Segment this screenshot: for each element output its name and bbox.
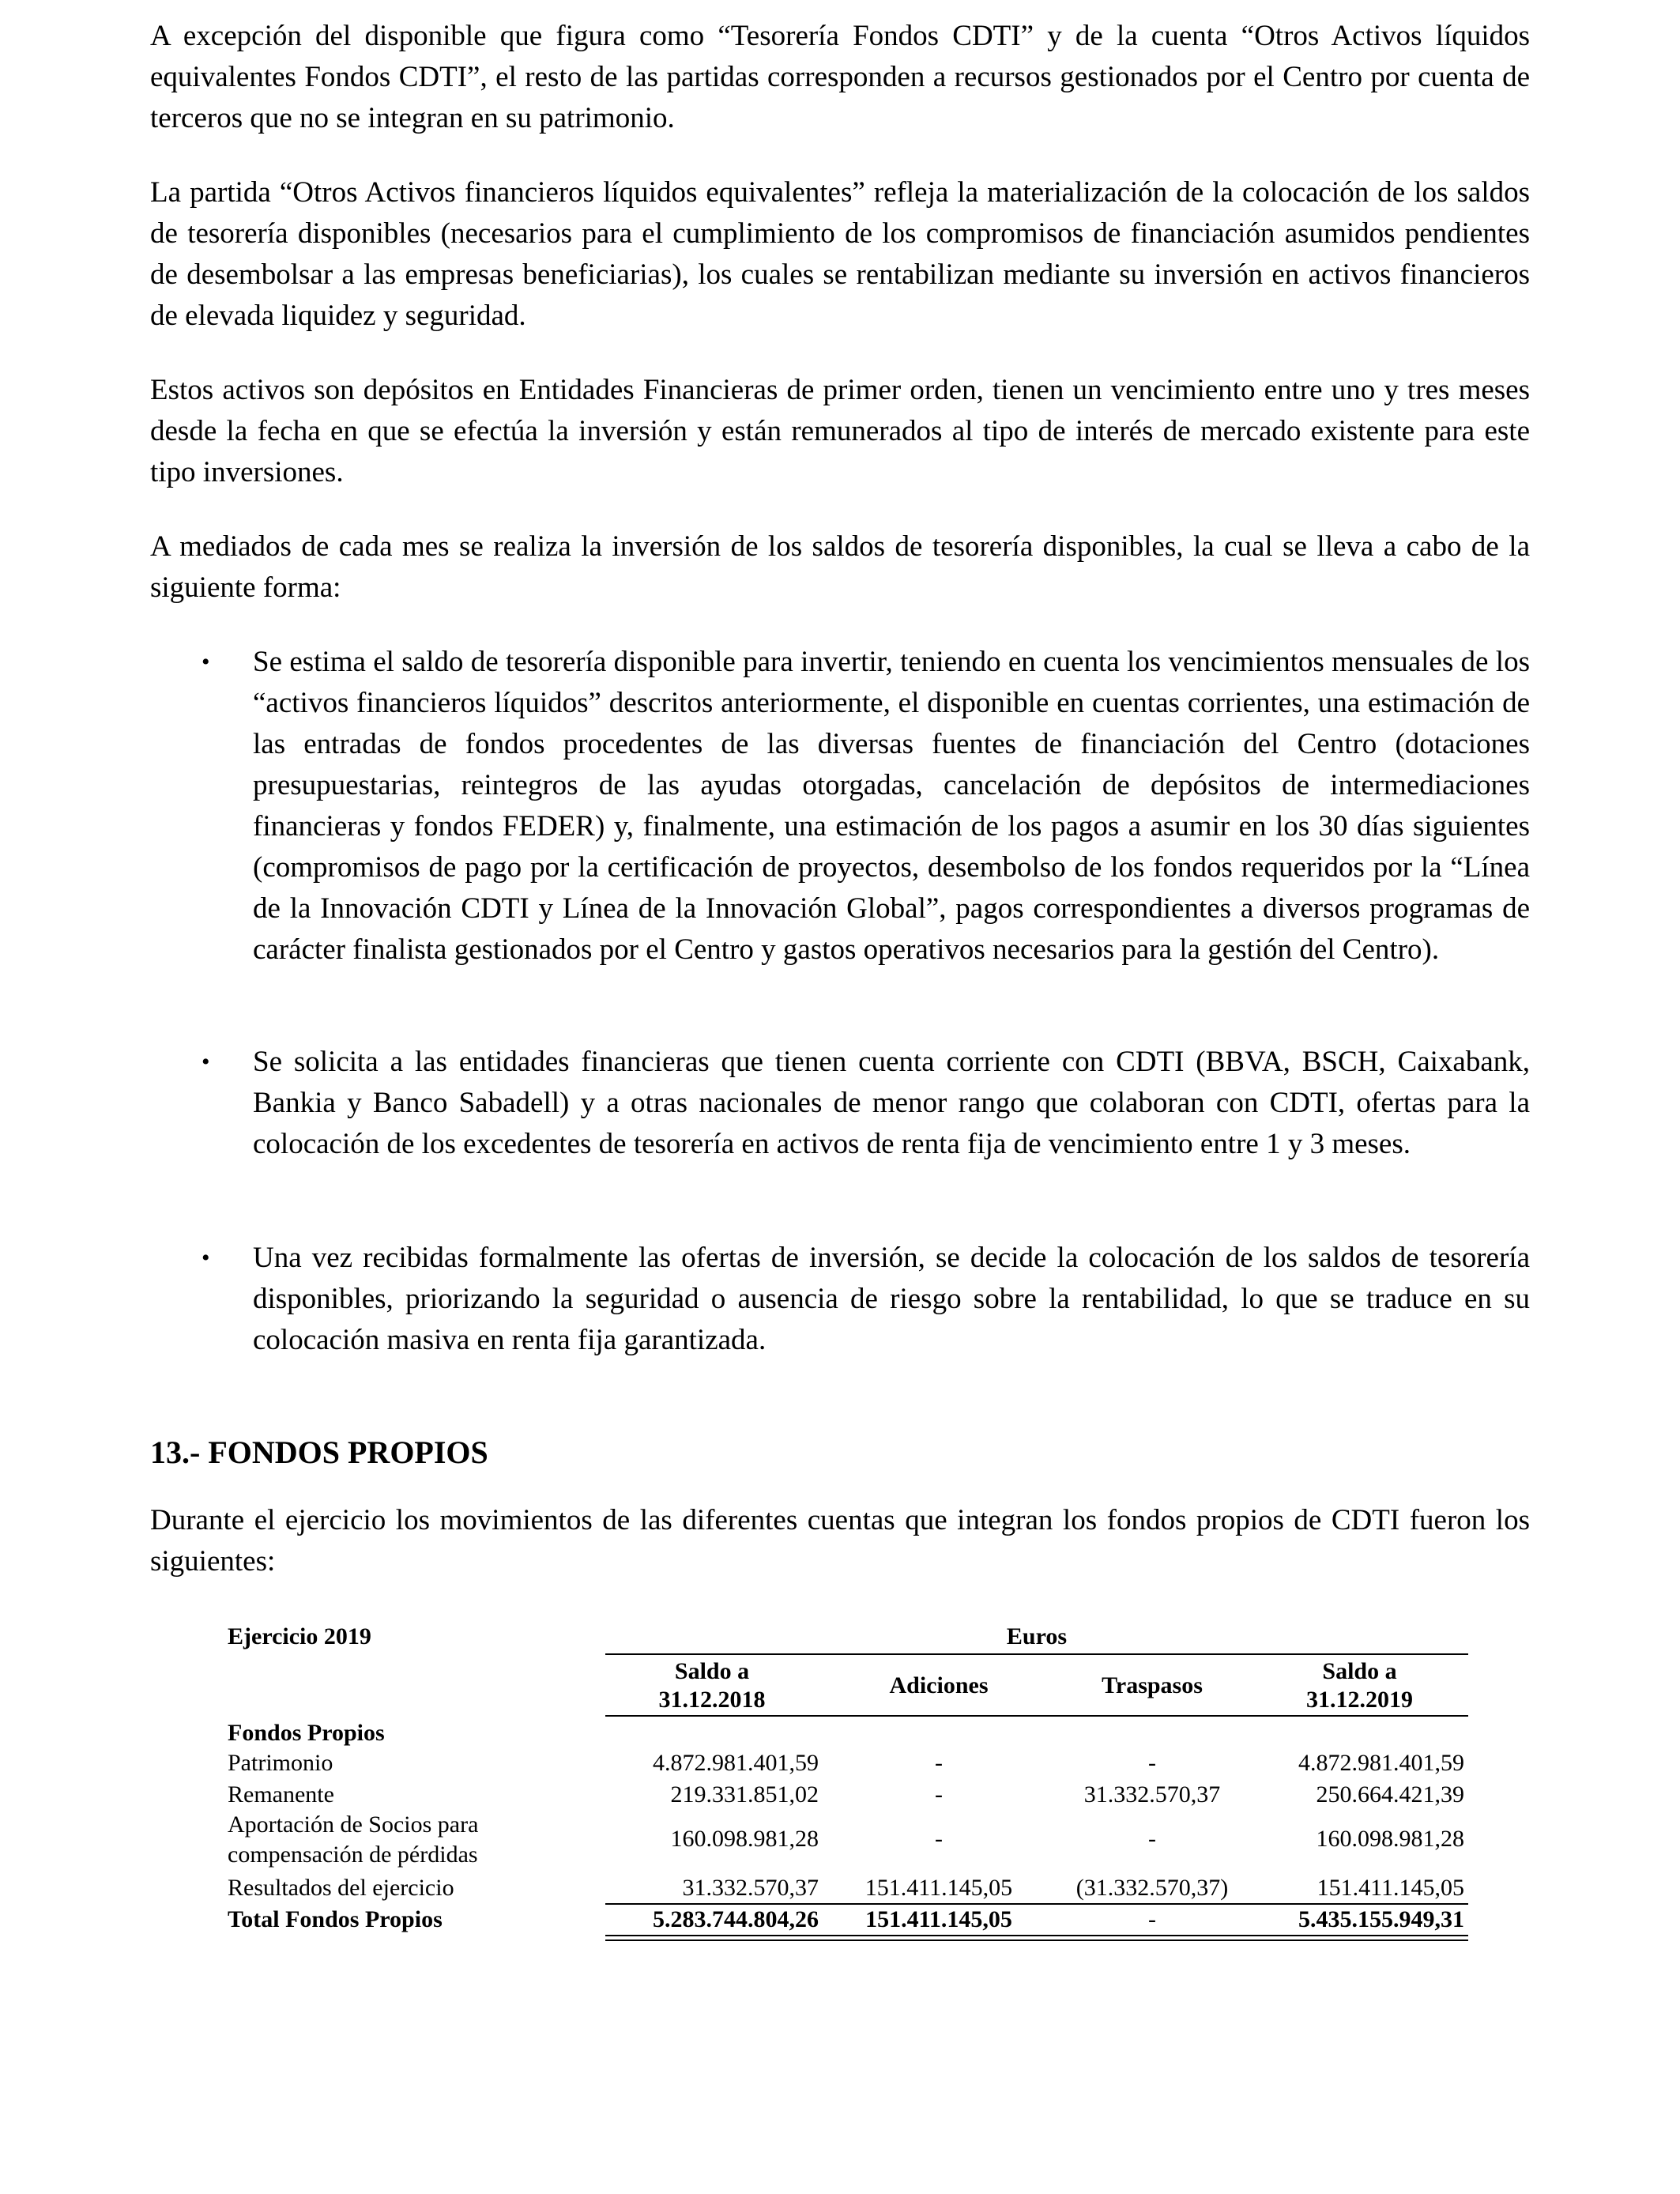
col-header-saldo-2018-line1: Saldo a (674, 1658, 750, 1684)
section-intro: Durante el ejercicio los movimientos de las diferentes cuentas que integran los fondos propios de CDTI fueron los siguientes: (150, 1504, 1530, 1578)
cell-saldo-2019: 160.098.981,28 (1316, 1826, 1464, 1852)
cell-traspasos: - (1148, 1750, 1156, 1776)
year-label: Ejercicio 2019 (228, 1623, 371, 1649)
row-label: Resultados del ejercicio (228, 1875, 454, 1901)
col-header-saldo-2018-line2: 31.12.2018 (658, 1687, 766, 1713)
bullet-dot-icon: • (202, 1245, 210, 1271)
total-double-rule-2 (605, 1940, 1468, 1941)
paragraph-depositos: Estos activos son depósitos en Entidades Financieras de primer orden, tienen un vencimiento entre uno y tres meses desde la fecha en que se efectúa la inversión y están remunerados al tipo de interés de mercado existente para este tipo inversiones. (150, 374, 1530, 488)
cell-adiciones: 151.411.145,05 (864, 1875, 1013, 1901)
cell-adiciones: - (935, 1781, 943, 1808)
cell-adiciones: - (935, 1826, 943, 1852)
bullet-dot-icon: • (202, 1049, 210, 1075)
row-label: Remanente (228, 1781, 334, 1808)
bullet-dot-icon: • (202, 649, 210, 675)
row-label-line1: Aportación de Socios para (228, 1811, 479, 1838)
paragraph-inversion-mensual: A mediados de cada mes se realiza la inversión de los saldos de tesorería disponibles, la cual se lleva a cabo de la siguiente forma: (150, 530, 1530, 604)
bullet-text: Se solicita a las entidades financieras que tienen cuenta corriente con CDTI (BBVA, BSCH, Caixabank, Bankia y Banco Sabadell) y a otras nacionales de menor rango que colaboran con CDTI, ofertas para la colocación de los excedentes de tesorería en activos de renta fija de vencimiento entre 1 y 3 meses. (253, 1046, 1530, 1160)
cell-traspasos: (31.332.570,37) (1075, 1875, 1229, 1901)
cell-saldo-2019: 4.872.981.401,59 (1298, 1750, 1464, 1776)
total-saldo-2019: 5.435.155.949,31 (1298, 1906, 1464, 1932)
total-saldo-2018: 5.283.744.804,26 (653, 1906, 819, 1932)
paragraph-otros-activos: La partida “Otros Activos financieros líquidos equivalentes” refleja la materialización de la colocación de los saldos de tesorería disponibles (necesarios para el cumplimiento de los compromisos de financiación asumidos pendientes de desembolsar a las empresas beneficiarias), los cuales se rentabilizan mediante su inversión en activos financieros de elevada liquidez y seguridad. (150, 176, 1530, 332)
cell-adiciones: - (935, 1750, 943, 1776)
cell-traspasos: 31.332.570,37 (1083, 1781, 1221, 1808)
header-rule-top (605, 1653, 1468, 1655)
cell-saldo-2019: 151.411.145,05 (1317, 1875, 1464, 1901)
group-label: Fondos Propios (228, 1720, 385, 1746)
total-traspasos: - (1148, 1906, 1156, 1932)
row-label: Patrimonio (228, 1750, 333, 1776)
col-header-saldo-2019-line1: Saldo a (1322, 1658, 1397, 1684)
cell-saldo-2019: 250.664.421,39 (1316, 1781, 1464, 1808)
cell-saldo-2018: 160.098.981,28 (670, 1826, 819, 1852)
total-double-rule-1 (605, 1935, 1468, 1936)
section-heading: 13.- FONDOS PROPIOS (150, 1434, 488, 1470)
cell-saldo-2018: 219.331.851,02 (670, 1781, 819, 1808)
cell-saldo-2018: 4.872.981.401,59 (653, 1750, 819, 1776)
total-adiciones: 151.411.145,05 (865, 1906, 1012, 1932)
row-label-line2: compensación de pérdidas (228, 1842, 478, 1868)
bullet-text: Una vez recibidas formalmente las ofertas de inversión, se decide la colocación de los saldos de tesorería disponibles, priorizando la seguridad o ausencia de riesgo sobre la rentabilidad, lo que se traduce en su colocación masiva en renta fija garantizada. (253, 1242, 1530, 1356)
header-rule-bottom (605, 1715, 1468, 1717)
cell-traspasos: - (1148, 1826, 1156, 1852)
cell-saldo-2018: 31.332.570,37 (682, 1875, 819, 1901)
col-header-saldo-2019-line2: 31.12.2019 (1306, 1687, 1413, 1713)
col-header-traspasos: Traspasos (1102, 1672, 1203, 1698)
paragraph-tesoreria-exception: A excepción del disponible que figura como “Tesorería Fondos CDTI” y de la cuenta “Otros Activos líquidos equivalentes Fondos CDTI”, el resto de las partidas corresponden a recursos gestionados por el Centro por cuenta de terceros que no se integran en su patrimonio. (150, 20, 1530, 134)
col-header-adiciones: Adiciones (889, 1672, 989, 1698)
total-label: Total Fondos Propios (228, 1906, 443, 1932)
currency-label: Euros (1006, 1623, 1068, 1649)
bullet-text: Se estima el saldo de tesorería disponible para invertir, teniendo en cuenta los vencimientos mensuales de los “activos financieros líquidos” descritos anteriormente, el disponible en cuentas corrientes, una estimación de las entradas de fondos procedentes de las diversas fuentes de financiación del Centro (dotaciones presupuestarias, reintegros de las ayudas otorgadas, cancelación de depósitos de intermediaciones financieras y fondos FEDER) y, finalmente, una estimación de los pagos a asumir en los 30 días siguientes (compromisos de pago por la certificación de proyectos, desembolso de los fondos requeridos por la “Línea de la Innovación CDTI y Línea de la Innovación Global”, pagos correspondientes a diversos programas de carácter finalista gestionados por el Centro y gastos operativos necesarios para la gestión del Centro). (253, 646, 1530, 966)
